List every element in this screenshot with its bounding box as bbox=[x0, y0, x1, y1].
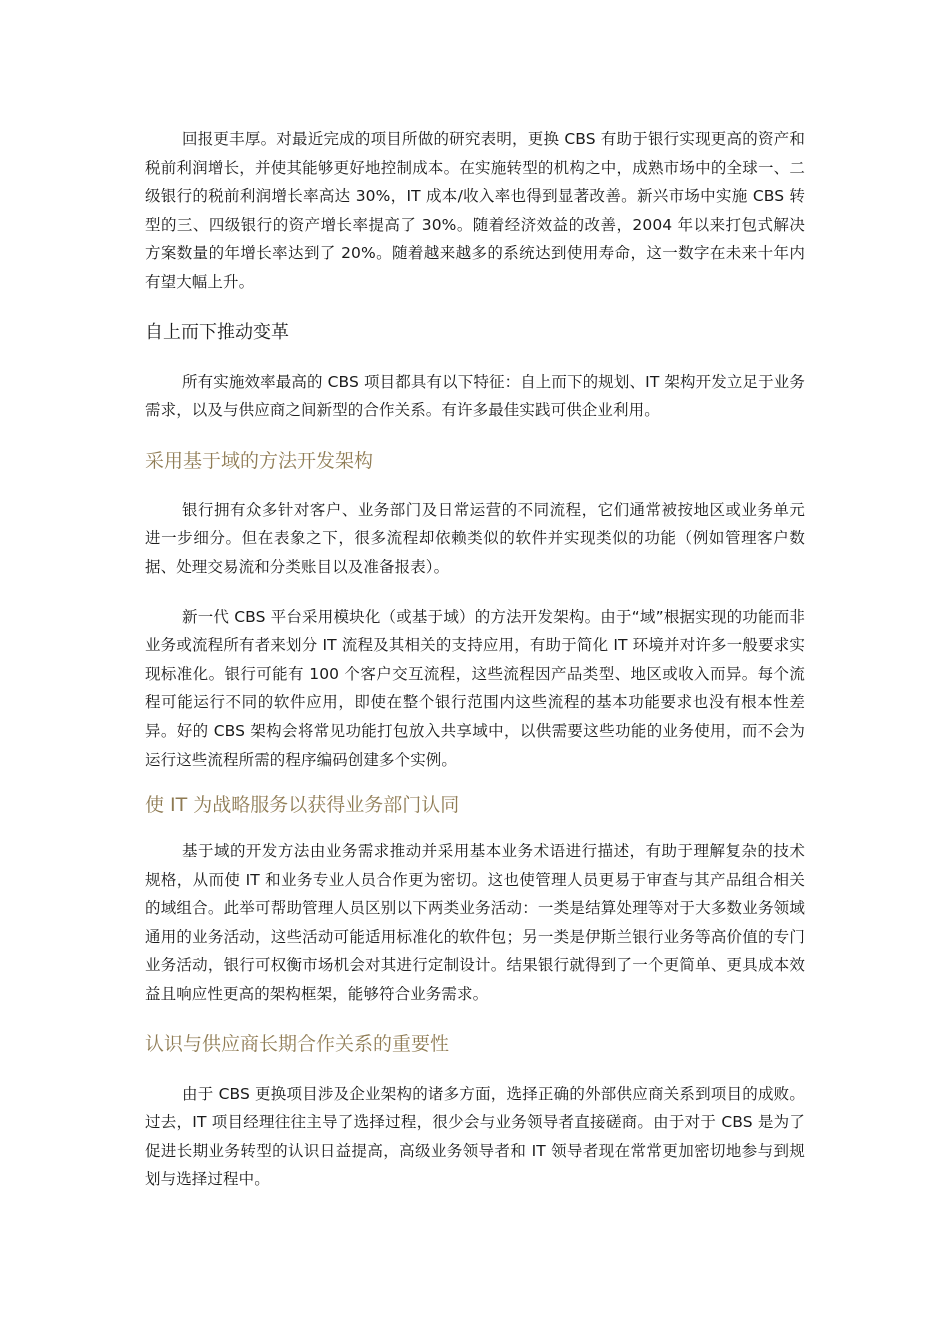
paragraph-vendor-selection: 由于 CBS 更换项目涉及企业架构的诸多方面，选择正确的外部供应商关系到项目的成败。过去，IT 项目经理往往主导了选择过程，很少会与业务领导者直接磋商。由于对于 CBS 是为了促进长期业务转型的认识日益提高，高级业务领导者和 IT 领导者现在常常更加密切地参与到规划与选择过程中。 bbox=[145, 1084, 805, 1189]
paragraph-cbs-features: 所有实施效率最高的 CBS 项目都具有以下特征：自上而下的规划、IT 架构开发立足于业务需求，以及与供应商之间新型的合作关系。有许多最佳实践可供企业利用。 bbox=[145, 372, 805, 420]
heading-top-down-change: 自上而下推动变革 bbox=[145, 321, 289, 343]
paragraph-next-gen-cbs: 新一代 CBS 平台采用模块化（或基于域）的方法开发架构。由于“域”根据实现的功能而非业务或流程所有者来划分 IT 流程及其相关的支持应用，有助于简化 IT 环境并对许多一般要求实现标准化。银行可能有 100 个客户交互流程，这些流程因产品类型、地区或收入而异。每个流程可能运行不同的软件应用，即使在整个银行范围内这些流程的基本功能要求也没有根本性差异。好的 CBS 架构会将常见功能打包放入共享域中，以供需要这些功能的业务使用，而不会为运行这些流程所需的程序编码创建多个实例。 bbox=[145, 607, 805, 769]
heading-it-strategy: 使 IT 为战略服务以获得业务部门认同 bbox=[145, 794, 460, 817]
paragraph-returns: 回报更丰厚。对最近完成的项目所做的研究表明，更换 CBS 有助于银行实现更高的资产和税前利润增长，并使其能够更好地控制成本。在实施转型的机构之中，成熟市场中的全球一、二级银行的税前利润增长率高达 30%，IT 成本/收入率也得到显著改善。新兴市场中实施 CBS 转型的三、四级银行的资产增长率提高了 30%。随着经济效益的改善，2004 年以来打包式解决方案数量的年增长率达到了 20%。随着越来越多的系统达到使用寿命，这一数字在未来十年内有望大幅上升。 bbox=[145, 130, 805, 291]
document-body bbox=[145, 125, 805, 1194]
heading-vendor-partnership: 认识与供应商长期合作关系的重要性 bbox=[145, 1032, 450, 1055]
paragraph-domain-development: 基于域的开发方法由业务需求推动并采用基本业务术语进行描述，有助于理解复杂的技术规格，从而使 IT 和业务专业人员合作更为密切。这也使管理人员更易于审查与其产品组合相关的域组合。此举可帮助管理人员区别以下两类业务活动：一类是结算处理等对于大多数业务领域通用的业务活动，这些活动可能适用标准化的软件包；另一类是伊斯兰银行业务等高价值的专门业务活动，银行可权衡市场机会对其进行定制设计。结果银行就得到了一个更简单、更具成本效益且响应性更高的架构框架，能够符合业务需求。 bbox=[145, 842, 805, 1004]
paragraph-bank-processes: 银行拥有众多针对客户、业务部门及日常运营的不同流程，它们通常被按地区或业务单元进一步细分。但在表象之下，很多流程却依赖类似的软件并实现类似的功能（例如管理客户数据、处理交易流和分类账目以及准备报表）。 bbox=[145, 500, 805, 576]
heading-domain-architecture: 采用基于域的方法开发架构 bbox=[145, 449, 374, 472]
